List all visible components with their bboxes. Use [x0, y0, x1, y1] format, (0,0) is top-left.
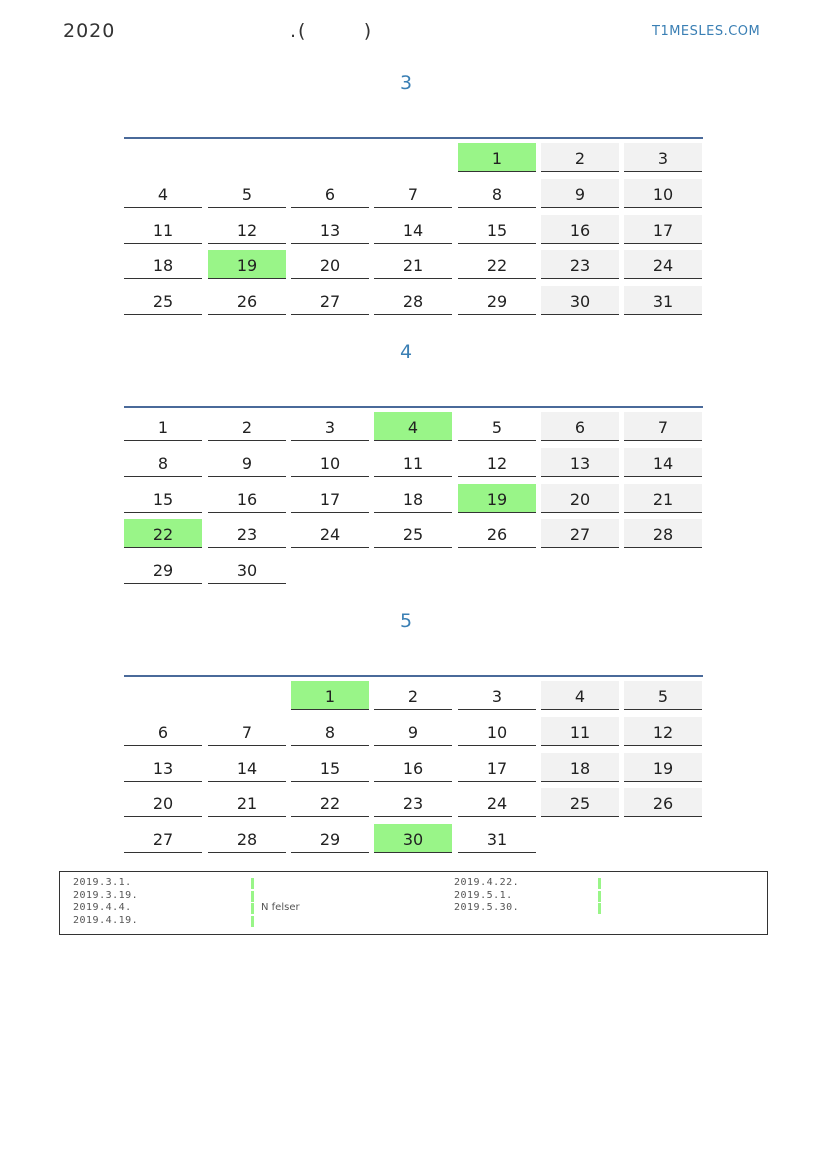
day-cell: 7: [624, 412, 702, 441]
holiday-day-cell: 4: [374, 412, 452, 441]
month-rule: [124, 137, 703, 139]
day-cell: 24: [291, 519, 369, 548]
day-cell: 29: [458, 286, 536, 315]
legend-marker: [598, 903, 601, 914]
day-cell: 3: [291, 412, 369, 441]
day-cell: 25: [541, 788, 619, 817]
day-cell: 23: [374, 788, 452, 817]
day-cell: 23: [208, 519, 286, 548]
day-cell: 18: [374, 484, 452, 513]
legend-marker: [598, 891, 601, 902]
legend-marker: [251, 878, 254, 889]
day-cell: 15: [124, 484, 202, 513]
legend-date: 2019.5.1.: [454, 889, 513, 901]
legend-marker: [251, 903, 254, 914]
day-cell: 30: [541, 286, 619, 315]
day-cell: 11: [374, 448, 452, 477]
day-cell: 22: [291, 788, 369, 817]
day-cell: 29: [291, 824, 369, 853]
month-title: 5: [399, 610, 413, 632]
calendar-subtitle: .( ): [290, 20, 374, 42]
holiday-day-cell: 1: [458, 143, 536, 172]
day-cell: 28: [624, 519, 702, 548]
day-cell: 16: [374, 753, 452, 782]
day-cell: 9: [374, 717, 452, 746]
day-cell: 16: [208, 484, 286, 513]
day-cell: 26: [624, 788, 702, 817]
legend-holiday-name: N felser: [261, 902, 300, 913]
day-cell: 13: [124, 753, 202, 782]
day-cell: 3: [458, 681, 536, 710]
day-cell: 24: [458, 788, 536, 817]
day-cell: 3: [624, 143, 702, 172]
holiday-day-cell: 19: [458, 484, 536, 513]
day-cell: 26: [208, 286, 286, 315]
day-cell: 5: [624, 681, 702, 710]
day-cell: 14: [208, 753, 286, 782]
month-grid: [124, 137, 703, 357]
day-cell: 21: [624, 484, 702, 513]
day-cell: 1: [124, 412, 202, 441]
day-cell: 26: [458, 519, 536, 548]
day-cell: 16: [541, 215, 619, 244]
day-cell: 7: [374, 179, 452, 208]
day-cell: 10: [458, 717, 536, 746]
day-cell: 2: [208, 412, 286, 441]
day-cell: 31: [624, 286, 702, 315]
day-cell: 5: [458, 412, 536, 441]
day-cell: 4: [124, 179, 202, 208]
day-cell: 15: [291, 753, 369, 782]
holiday-day-cell: 1: [291, 681, 369, 710]
day-cell: 10: [291, 448, 369, 477]
month-grid: [124, 675, 703, 895]
legend-marker: [251, 916, 254, 927]
legend-date: 2019.3.1.: [73, 877, 132, 888]
month-rule: [124, 406, 703, 408]
legend-date: 2019.4.19.: [73, 914, 139, 926]
day-cell: 27: [291, 286, 369, 315]
day-cell: 11: [541, 717, 619, 746]
day-cell: 20: [541, 484, 619, 513]
day-cell: 8: [291, 717, 369, 746]
day-cell: 14: [624, 448, 702, 477]
legend-date: 2019.3.19.: [73, 889, 139, 901]
day-cell: 18: [541, 753, 619, 782]
holiday-day-cell: 22: [124, 519, 202, 548]
day-cell: 9: [541, 179, 619, 208]
day-cell: 20: [291, 250, 369, 279]
holiday-day-cell: 30: [374, 824, 452, 853]
day-cell: 21: [374, 250, 452, 279]
day-cell: 17: [458, 753, 536, 782]
month-title: 3: [399, 72, 413, 94]
day-cell: 20: [124, 788, 202, 817]
day-cell: 30: [208, 555, 286, 584]
day-cell: 7: [208, 717, 286, 746]
day-cell: 24: [624, 250, 702, 279]
day-cell: 21: [208, 788, 286, 817]
day-cell: 6: [291, 179, 369, 208]
day-cell: 12: [624, 717, 702, 746]
day-cell: 2: [541, 143, 619, 172]
legend-date: 2019.4.4.: [73, 902, 132, 913]
day-cell: 11: [124, 215, 202, 244]
legend-date: 2019.4.22.: [454, 877, 520, 888]
day-cell: 4: [541, 681, 619, 710]
day-cell: 29: [124, 555, 202, 584]
day-cell: 17: [624, 215, 702, 244]
day-cell: 8: [124, 448, 202, 477]
day-cell: 27: [124, 824, 202, 853]
day-cell: 19: [624, 753, 702, 782]
day-cell: 15: [458, 215, 536, 244]
day-cell: 27: [541, 519, 619, 548]
day-cell: 5: [208, 179, 286, 208]
day-cell: 13: [541, 448, 619, 477]
month-grid: [124, 406, 703, 626]
day-cell: 10: [624, 179, 702, 208]
day-cell: 14: [374, 215, 452, 244]
month-rule: [124, 675, 703, 677]
calendar-year: 2020: [63, 20, 116, 42]
day-cell: 17: [291, 484, 369, 513]
month-title: 4: [399, 341, 413, 363]
day-cell: 28: [208, 824, 286, 853]
day-cell: 25: [374, 519, 452, 548]
legend-marker: [598, 878, 601, 889]
day-cell: 18: [124, 250, 202, 279]
day-cell: 9: [208, 448, 286, 477]
site-link[interactable]: T1MESLES.COM: [652, 24, 761, 39]
day-cell: 12: [458, 448, 536, 477]
day-cell: 6: [124, 717, 202, 746]
day-cell: 2: [374, 681, 452, 710]
day-cell: 23: [541, 250, 619, 279]
day-cell: 8: [458, 179, 536, 208]
day-cell: 31: [458, 824, 536, 853]
day-cell: 13: [291, 215, 369, 244]
legend-date: 2019.5.30.: [454, 902, 520, 913]
day-cell: 12: [208, 215, 286, 244]
holiday-day-cell: 19: [208, 250, 286, 279]
legend-marker: [251, 891, 254, 902]
holiday-legend: [59, 871, 768, 935]
day-cell: 22: [458, 250, 536, 279]
day-cell: 28: [374, 286, 452, 315]
day-cell: 25: [124, 286, 202, 315]
day-cell: 6: [541, 412, 619, 441]
